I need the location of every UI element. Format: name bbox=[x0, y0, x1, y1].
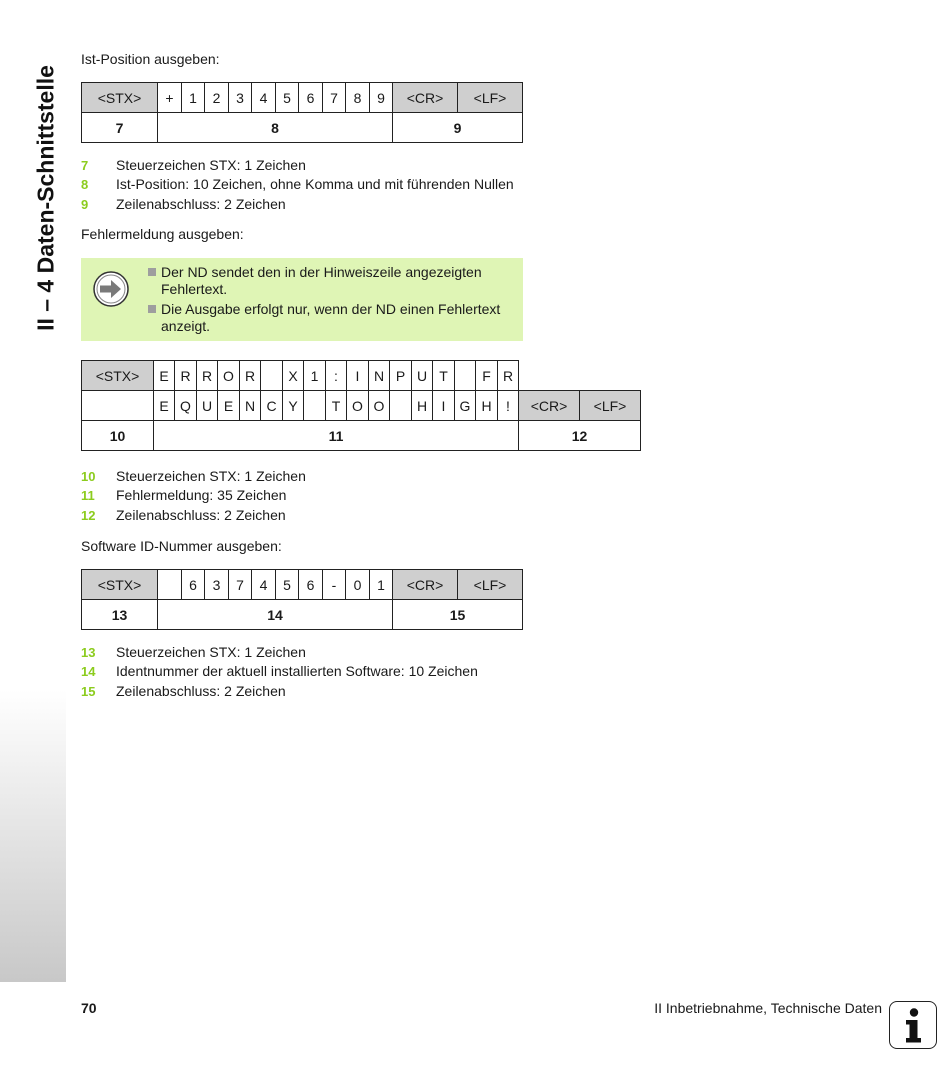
legend-number: 15 bbox=[81, 683, 96, 699]
arrow-right-circle-icon bbox=[92, 270, 130, 308]
legend-item bbox=[81, 643, 478, 662]
char-cell: 6 bbox=[299, 570, 323, 600]
char-cell: 0 bbox=[346, 570, 370, 600]
empty-cell bbox=[580, 361, 641, 391]
char-cell: - bbox=[323, 570, 346, 600]
number-row bbox=[82, 421, 641, 451]
legend-text: Zeilenabschluss: 2 Zeichen bbox=[116, 506, 286, 523]
empty-cell bbox=[82, 391, 154, 421]
char-cell: 1 bbox=[304, 361, 326, 391]
char-cell: 1 bbox=[182, 83, 205, 113]
legend-item bbox=[81, 486, 306, 505]
note-box bbox=[81, 258, 523, 341]
chapter-footer-title: II Inbetriebnahme, Technische Daten bbox=[654, 1000, 882, 1016]
software-id-frame-table bbox=[81, 569, 523, 630]
char-cell bbox=[390, 391, 412, 421]
page-number: 70 bbox=[81, 1000, 97, 1016]
ref-number: 8 bbox=[158, 113, 393, 143]
cr-cell: <CR> bbox=[393, 570, 458, 600]
ref-number: 13 bbox=[82, 600, 158, 630]
char-cell: H bbox=[476, 391, 498, 421]
info-glyph-icon bbox=[890, 1002, 935, 1047]
legend-number: 9 bbox=[81, 196, 89, 212]
char-cell: N bbox=[369, 361, 390, 391]
char-cell: 9 bbox=[370, 83, 393, 113]
note-text: Die Ausgabe erfolgt nur, wenn der ND einen Fehlertext anzeigt. bbox=[161, 301, 501, 334]
char-cell: Y bbox=[283, 391, 304, 421]
char-cell bbox=[304, 391, 326, 421]
char-cell bbox=[261, 361, 283, 391]
ref-number: 11 bbox=[154, 421, 519, 451]
char-cell: C bbox=[261, 391, 283, 421]
software-id-legend bbox=[81, 643, 478, 701]
legend-text: Zeilenabschluss: 2 Zeichen bbox=[116, 682, 286, 699]
legend-number: 11 bbox=[81, 488, 95, 504]
bullet-icon bbox=[148, 268, 156, 276]
legend-item bbox=[81, 195, 514, 214]
stx-cell: <STX> bbox=[82, 83, 158, 113]
char-cell: H bbox=[412, 391, 433, 421]
char-cell: 8 bbox=[346, 83, 370, 113]
position-legend bbox=[81, 156, 514, 214]
char-cell: R bbox=[175, 361, 197, 391]
legend-item bbox=[81, 175, 514, 194]
frame-row bbox=[82, 83, 523, 113]
char-cell: N bbox=[240, 391, 261, 421]
lf-cell: <LF> bbox=[458, 83, 523, 113]
legend-text: Steuerzeichen STX: 1 Zeichen bbox=[116, 468, 306, 484]
char-cell: : bbox=[326, 361, 347, 391]
char-cell: U bbox=[412, 361, 433, 391]
char-cell: 7 bbox=[323, 83, 346, 113]
legend-number: 7 bbox=[81, 158, 89, 173]
char-cell: U bbox=[197, 391, 218, 421]
legend-item bbox=[81, 662, 478, 681]
stx-cell: <STX> bbox=[82, 570, 158, 600]
char-cell: 3 bbox=[205, 570, 229, 600]
char-cell: I bbox=[433, 391, 455, 421]
legend-number: 14 bbox=[81, 664, 96, 680]
char-cell: X bbox=[283, 361, 304, 391]
legend-number: 10 bbox=[81, 469, 96, 484]
char-cell: ! bbox=[498, 391, 519, 421]
legend-text: Zeilenabschluss: 2 Zeichen bbox=[116, 195, 286, 212]
char-cell: F bbox=[476, 361, 498, 391]
ref-number: 14 bbox=[158, 600, 393, 630]
chapter-sidebar bbox=[0, 0, 66, 982]
legend-text: Identnummer der aktuell installierten Software: 10 Zeichen bbox=[116, 663, 478, 680]
legend-number: 8 bbox=[81, 177, 89, 193]
legend-number: 13 bbox=[81, 645, 96, 660]
legend-item bbox=[81, 506, 306, 525]
frame-row bbox=[82, 361, 641, 391]
char-cell: G bbox=[455, 391, 476, 421]
char-cell bbox=[455, 361, 476, 391]
char-cell: O bbox=[369, 391, 390, 421]
empty-cell bbox=[519, 361, 580, 391]
char-cell: 5 bbox=[276, 83, 299, 113]
ref-number: 10 bbox=[82, 421, 154, 451]
cr-cell: <CR> bbox=[519, 391, 580, 421]
cr-cell: <CR> bbox=[393, 83, 458, 113]
char-cell: R bbox=[240, 361, 261, 391]
number-row bbox=[82, 113, 523, 143]
legend-item bbox=[81, 156, 514, 175]
ref-number: 9 bbox=[393, 113, 523, 143]
section-heading-software-id: Software ID-Nummer ausgeben: bbox=[81, 538, 282, 554]
char-cell: E bbox=[154, 361, 175, 391]
stx-cell: <STX> bbox=[82, 361, 154, 391]
ref-number: 7 bbox=[82, 113, 158, 143]
char-cell: 3 bbox=[229, 83, 252, 113]
char-cell: O bbox=[218, 361, 240, 391]
char-cell: 4 bbox=[252, 83, 276, 113]
note-item bbox=[147, 301, 517, 334]
legend-item bbox=[81, 467, 306, 486]
legend-text: Ist-Position: 10 Zeichen, ohne Komma und mit führenden Nullen bbox=[116, 176, 514, 193]
chapter-title: II – 4 Daten-Schnittstelle bbox=[32, 65, 59, 331]
char-cell: O bbox=[347, 391, 369, 421]
char-cell: Q bbox=[175, 391, 197, 421]
frame-row bbox=[82, 570, 523, 600]
section-heading-error: Fehlermeldung ausgeben: bbox=[81, 226, 244, 242]
char-cell: 7 bbox=[229, 570, 252, 600]
ref-number: 15 bbox=[393, 600, 523, 630]
char-cell: E bbox=[218, 391, 240, 421]
note-text: Der ND sendet den in der Hinweiszeile angezeigten Fehlertext. bbox=[161, 264, 482, 297]
char-cell: 1 bbox=[370, 570, 393, 600]
char-cell: R bbox=[498, 361, 519, 391]
error-frame-table bbox=[81, 360, 641, 451]
frame-row bbox=[82, 391, 641, 421]
ref-number: 12 bbox=[519, 421, 641, 451]
char-cell: 6 bbox=[182, 570, 205, 600]
legend-number: 12 bbox=[81, 507, 96, 523]
char-cell: R bbox=[197, 361, 218, 391]
legend-text: Steuerzeichen STX: 1 Zeichen bbox=[116, 157, 306, 173]
char-cell: 2 bbox=[205, 83, 229, 113]
section-heading-position: Ist-Position ausgeben: bbox=[81, 51, 220, 67]
char-cell: I bbox=[347, 361, 369, 391]
note-item bbox=[147, 264, 517, 297]
error-legend bbox=[81, 467, 306, 525]
char-cell: 5 bbox=[276, 570, 299, 600]
info-icon bbox=[889, 1001, 937, 1049]
char-cell bbox=[158, 570, 182, 600]
lf-cell: <LF> bbox=[458, 570, 523, 600]
char-cell: 6 bbox=[299, 83, 323, 113]
legend-text: Steuerzeichen STX: 1 Zeichen bbox=[116, 644, 306, 660]
char-cell: T bbox=[433, 361, 455, 391]
char-cell: 4 bbox=[252, 570, 276, 600]
note-list bbox=[147, 264, 517, 338]
char-cell: T bbox=[326, 391, 347, 421]
bullet-icon bbox=[148, 305, 156, 313]
char-cell: + bbox=[158, 83, 182, 113]
legend-item bbox=[81, 682, 478, 701]
char-cell: P bbox=[390, 361, 412, 391]
position-frame-table bbox=[81, 82, 523, 143]
number-row bbox=[82, 600, 523, 630]
char-cell: E bbox=[154, 391, 175, 421]
legend-text: Fehlermeldung: 35 Zeichen bbox=[116, 487, 287, 504]
lf-cell: <LF> bbox=[580, 391, 641, 421]
